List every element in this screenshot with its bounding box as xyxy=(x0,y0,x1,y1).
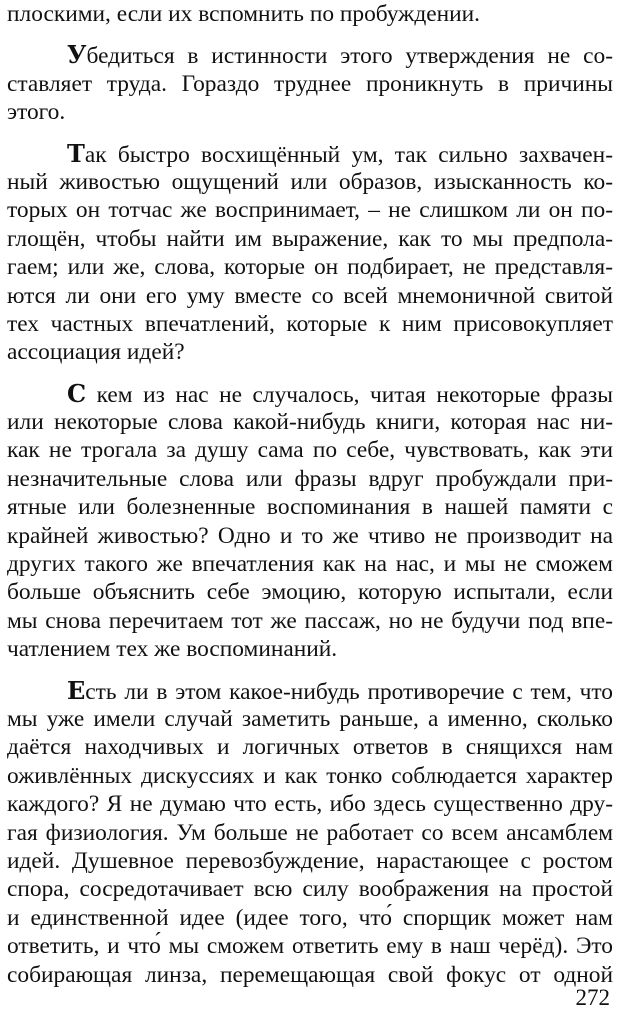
paragraph xyxy=(7,140,613,367)
text-line xyxy=(7,493,613,521)
line-text: ются ли они его уму вместе со всей мнемоничной свитой xyxy=(7,282,613,309)
text-line xyxy=(7,550,613,578)
line-text: плоскими, если их вспомнить по пробуждении. xyxy=(7,1,481,27)
text-line xyxy=(7,338,613,366)
line-text: других такого же впечатления как на нас, и мы не сможем xyxy=(7,551,613,578)
line-text: торых он тотчас же воспринимает, – не слишком ли он по- xyxy=(7,197,613,224)
line-text: гая физиология. Ум больше не работает со всем ансамблем xyxy=(7,819,613,846)
text-line xyxy=(7,98,613,126)
line-text: гаем; или же, слова, которые он подбирает, не представля- xyxy=(7,254,613,281)
text-line xyxy=(7,70,613,98)
line-text: бедиться в истинности этого утверждения не со- xyxy=(86,43,613,70)
text-line xyxy=(7,762,613,790)
line-text: глощён, чтобы найти им выражение, как то мы предпола- xyxy=(7,225,613,252)
line-text: мы уже имели случай заметить раньше, а именно, сколько xyxy=(7,705,613,732)
paragraph-gap xyxy=(7,367,613,380)
text-line xyxy=(7,904,613,932)
line-text: спора, сосредотачивает всю силу воображения на простой xyxy=(7,876,613,903)
line-text: этого. xyxy=(7,99,66,126)
text-line xyxy=(7,961,613,989)
initial-letter: Т xyxy=(67,139,85,168)
text-line xyxy=(7,380,613,408)
line-text: сть ли в этом какое-нибудь противоречие с тем, что xyxy=(85,678,613,705)
line-text: тех частных впечатлений, которые к ним присовокупляет xyxy=(7,310,613,337)
line-text: и единственной идее (идее того, что́ спорщик может нам xyxy=(7,904,613,931)
paragraph-gap xyxy=(7,127,613,140)
text-line xyxy=(7,847,613,875)
text-line xyxy=(7,733,613,761)
line-text: ставляет труда. Гораздо труднее проникнуть в причины xyxy=(7,70,613,97)
text-line xyxy=(7,522,613,550)
line-text: идей. Душевное перевозбуждение, нарастающее с ростом xyxy=(7,847,613,874)
text-line xyxy=(7,41,613,69)
text-line xyxy=(7,578,613,606)
line-text: мы снова перечитаем тот же пассаж, но не будучи под впе- xyxy=(7,607,613,634)
text-line xyxy=(7,635,613,663)
line-text: больше объяснить себе эмоцию, которую испытали, если xyxy=(7,579,613,606)
line-text: как не трогала за душу сама по себе, чувствовать, как эти xyxy=(7,437,613,464)
text-line xyxy=(7,465,613,493)
text-line xyxy=(7,253,613,281)
text-line xyxy=(7,705,613,733)
line-text: ак быстро восхищённый ум, так сильно захвачен- xyxy=(84,141,613,168)
line-text: чатлением тех же воспоминаний. xyxy=(7,636,338,663)
line-text: собирающая линза, перемещающая свой фокус от одной xyxy=(7,961,613,988)
text-line xyxy=(7,140,613,168)
text-line xyxy=(7,436,613,464)
line-text: оживлённых дискуссиях и как тонко соблюдается характер xyxy=(7,762,613,789)
text-line xyxy=(7,0,613,28)
line-text: или некоторые слова какой-нибудь книги, которая нас ни- xyxy=(7,409,613,436)
line-text: каждого? Я не думаю что есть, ибо здесь существенно дру- xyxy=(7,791,613,818)
text-line xyxy=(7,225,613,253)
paragraph xyxy=(7,41,613,126)
text-line xyxy=(7,819,613,847)
text-line xyxy=(7,282,613,310)
text-line xyxy=(7,677,613,705)
text-line xyxy=(7,875,613,903)
paragraph xyxy=(7,380,613,664)
paragraph-gap xyxy=(7,664,613,677)
text-line xyxy=(7,790,613,818)
line-text: ассоциация идей? xyxy=(7,339,185,366)
text-line xyxy=(7,168,613,196)
text-line xyxy=(7,310,613,338)
line-text: ный живостью ощущений или образов, изысканность ко- xyxy=(7,168,613,195)
paragraph xyxy=(7,677,613,989)
line-text: кем из нас не случалось, читая некоторые фразы xyxy=(86,381,613,408)
text-line xyxy=(7,196,613,224)
line-text: ответить, и что́ мы сможем ответить ему в наш черёд). Это xyxy=(7,933,613,960)
body-text xyxy=(7,0,613,989)
page-number: 272 xyxy=(575,985,610,1010)
initial-letter: Е xyxy=(67,676,86,705)
paragraph-gap xyxy=(7,28,613,41)
line-text: даётся находчивых и логичных ответов в снящихся нам xyxy=(7,734,613,761)
line-text: крайней живостью? Одно и то же чтиво не производит на xyxy=(7,522,613,549)
line-text: незначительные слова или фразы вдруг пробуждали при- xyxy=(7,465,613,492)
text-line xyxy=(7,408,613,436)
line-text: ятные или болезненные воспоминания в нашей памяти с xyxy=(7,494,613,521)
initial-letter: С xyxy=(67,379,87,408)
paragraph xyxy=(7,0,613,28)
initial-letter: У xyxy=(67,41,87,70)
text-line xyxy=(7,607,613,635)
text-line xyxy=(7,932,613,960)
